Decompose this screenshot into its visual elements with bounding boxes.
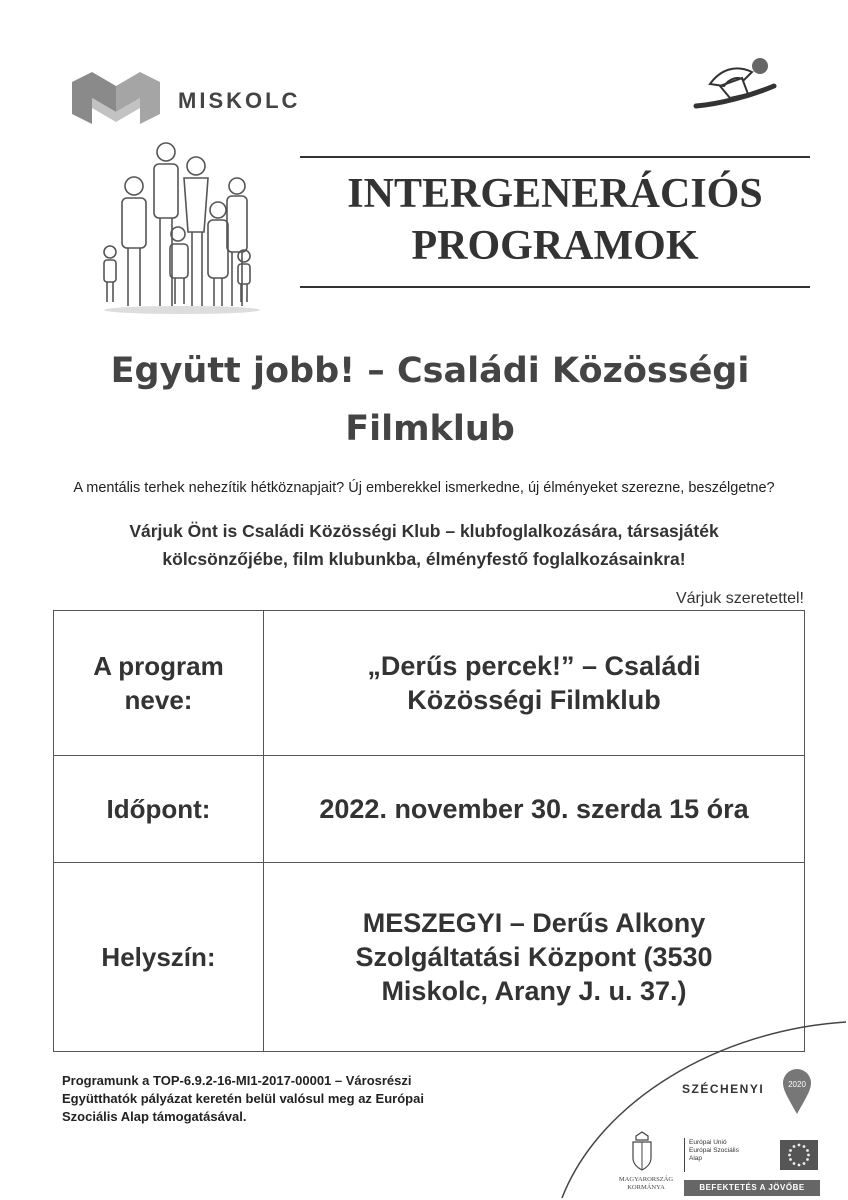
- label-line: Helyszín:: [101, 942, 216, 972]
- invite-line: kölcsönzőjébe, film klubunkba, élményfestő foglalkozásainkra!: [162, 549, 686, 569]
- value-line: Szolgáltatási Központ (3530: [355, 942, 713, 972]
- value-line: Miskolc, Arany J. u. 37.): [381, 976, 687, 1006]
- invest-banner: BEFEKTETÉS A JÖVŐBE: [684, 1180, 820, 1196]
- time-label: [54, 756, 264, 863]
- title-line: PROGRAMOK: [411, 223, 699, 269]
- szechenyi-logo-text: SZÉCHENYI: [682, 1082, 765, 1096]
- hungarian-crest-icon: [630, 1130, 654, 1172]
- event-title-line: Filmklub: [345, 409, 515, 449]
- funding-line: Együtthatók pályázat keretén belül valósul meg az Európai: [62, 1091, 424, 1106]
- time-value: [264, 756, 805, 863]
- event-title: [60, 342, 800, 458]
- city-name: MISKOLC: [178, 88, 301, 113]
- invite-text: [90, 517, 758, 573]
- question-text: A mentális terhek nehezítik hétköznapjait? Új emberekkel ismerkedne, új élményeket szerezne, beszélgetne?: [73, 480, 775, 496]
- value-line: MESZEGYI – Derűs Alkony: [362, 908, 706, 938]
- miskolc-logo-icon: [72, 72, 160, 128]
- value-line: Közösségi Filmklub: [407, 685, 661, 715]
- regards-text: Várjuk szeretettel!: [675, 590, 804, 607]
- snowboarder-icon: [690, 50, 780, 116]
- eu-text: [689, 1139, 739, 1163]
- value-line: 2022. november 30. szerda 15 óra: [319, 794, 749, 824]
- eu-line: Európai Unió: [689, 1139, 727, 1146]
- table-row: [54, 756, 805, 863]
- funding-line: Programunk a TOP-6.9.2-16-MI1-2017-00001 – Városrészi: [62, 1073, 412, 1088]
- location-label: [54, 863, 264, 1052]
- program-name-label: [54, 611, 264, 756]
- label-line: Időpont:: [106, 794, 211, 824]
- label-line: neve:: [124, 685, 193, 715]
- event-title-line: Együtt jobb! – Családi Közösségi: [110, 351, 750, 391]
- family-illustration: [100, 140, 265, 316]
- value-line: „Derűs percek!” – Családi: [367, 651, 701, 681]
- government-text: [606, 1176, 686, 1192]
- invite-line: Várjuk Önt is Családi Közösségi Klub – klubfoglalkozására, társasjáték: [129, 521, 719, 541]
- eu-line: Alap: [689, 1155, 703, 1162]
- funding-line: Szociális Alap támogatásával.: [62, 1109, 247, 1124]
- szechenyi-pin-icon: [782, 1068, 812, 1116]
- program-table: [53, 610, 805, 1052]
- szechenyi-year: 2020: [788, 1080, 806, 1089]
- label-line: A program: [93, 651, 224, 681]
- table-row: [54, 611, 805, 756]
- program-name-value: [264, 611, 805, 756]
- funding-note: [62, 1072, 532, 1126]
- gov-line: MAGYARORSZÁG: [618, 1176, 674, 1183]
- eu-flag-icon: [780, 1140, 818, 1170]
- title-block: [300, 156, 810, 288]
- eu-line: Európai Szociális: [689, 1147, 739, 1154]
- title-line: INTERGENERÁCIÓS: [347, 171, 763, 217]
- gov-line: KORMÁNYA: [627, 1184, 665, 1191]
